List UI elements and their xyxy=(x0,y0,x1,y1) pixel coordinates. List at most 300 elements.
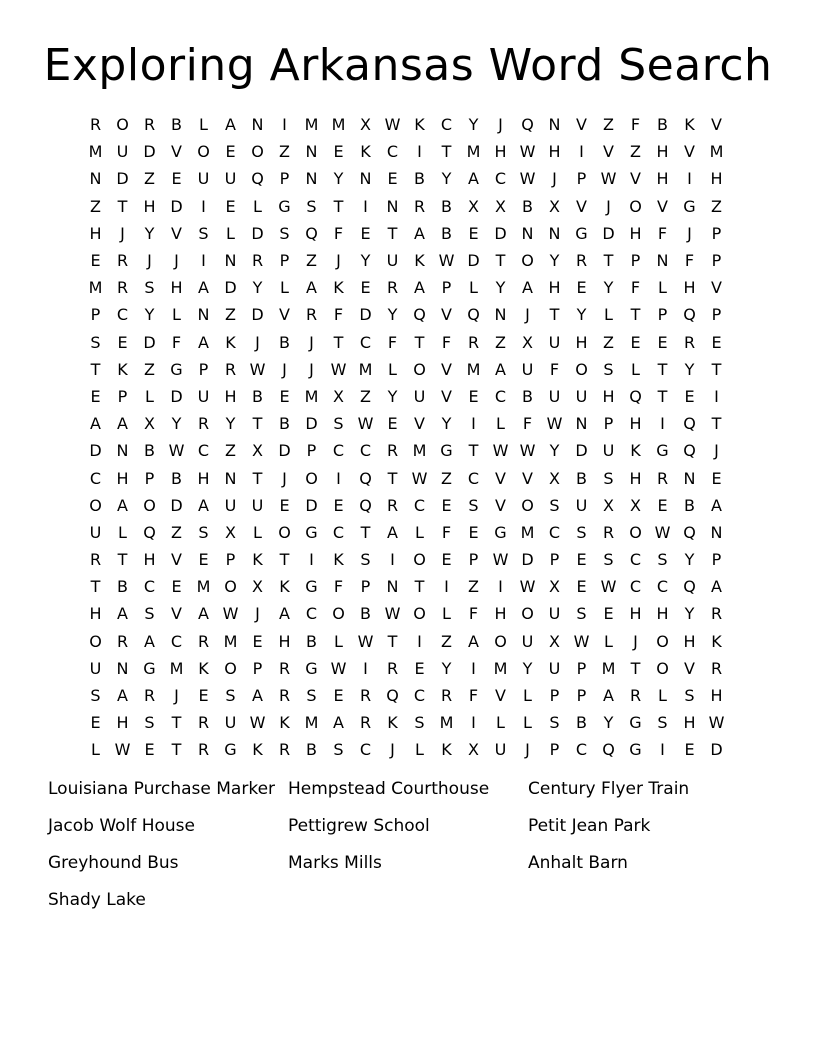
grid-letter: U xyxy=(197,386,210,406)
grid-letter: S xyxy=(333,740,344,760)
grid-letter: T xyxy=(333,196,344,216)
grid-letter: W xyxy=(168,441,185,461)
grid-letter: M xyxy=(358,359,373,379)
grid-letter: Z xyxy=(225,305,236,325)
grid-letter: C xyxy=(197,441,210,461)
grid-letter: P xyxy=(198,359,209,379)
grid-letter: A xyxy=(117,495,128,515)
grid-letter: O xyxy=(197,142,210,162)
grid-letter: J xyxy=(525,740,530,760)
grid-letter: D xyxy=(251,305,264,325)
grid-letter: R xyxy=(116,251,129,271)
grid-letter: S xyxy=(198,223,209,243)
grid-letter: D xyxy=(359,305,372,325)
grid-letter: Y xyxy=(441,414,452,434)
grid-letter: R xyxy=(278,686,291,706)
grid-letter: E xyxy=(576,577,587,597)
grid-letter: H xyxy=(116,468,129,488)
grid-letter: Y xyxy=(387,386,398,406)
grid-letter: N xyxy=(521,223,534,243)
grid-letter: M xyxy=(169,658,184,678)
grid-letter: I xyxy=(471,658,476,678)
grid-letter: N xyxy=(710,522,723,542)
grid-letter: D xyxy=(278,441,291,461)
grid-letter: S xyxy=(576,522,587,542)
grid-letter: A xyxy=(495,359,506,379)
grid-letter: W xyxy=(519,169,536,189)
grid-letter: F xyxy=(549,359,560,379)
word-list-item: Greyhound Bus xyxy=(48,853,179,873)
grid-letter: P xyxy=(576,658,587,678)
grid-letter: E xyxy=(90,386,101,406)
grid-letter: Z xyxy=(468,577,479,597)
grid-letter: P xyxy=(657,305,668,325)
word-list-item: Century Flyer Train xyxy=(528,779,690,799)
grid-letter: P xyxy=(603,414,614,434)
grid-letter: S xyxy=(225,686,236,706)
grid-letter: M xyxy=(520,522,535,542)
grid-letter: E xyxy=(90,713,101,733)
grid-letter: G xyxy=(629,713,642,733)
grid-letter: A xyxy=(279,604,290,624)
grid-row xyxy=(82,464,732,491)
grid-letter: X xyxy=(630,495,641,515)
grid-letter: H xyxy=(89,223,102,243)
grid-letter: E xyxy=(468,386,479,406)
grid-letter: Y xyxy=(441,169,452,189)
grid-letter: A xyxy=(198,332,209,352)
grid-letter: L xyxy=(253,522,262,542)
grid-letter: N xyxy=(548,115,561,135)
grid-row xyxy=(82,709,732,736)
grid-row xyxy=(82,437,732,464)
grid-letter: Z xyxy=(441,468,452,488)
grid-letter: H xyxy=(89,604,102,624)
grid-letter: C xyxy=(386,142,399,162)
grid-letter: Q xyxy=(413,305,426,325)
grid-letter: G xyxy=(305,658,318,678)
grid-letter: Z xyxy=(711,196,722,216)
grid-letter: A xyxy=(387,522,398,542)
grid-letter: S xyxy=(603,359,614,379)
grid-letter: R xyxy=(656,468,669,488)
grid-letter: K xyxy=(279,577,290,597)
grid-letter: H xyxy=(278,631,291,651)
grid-letter: V xyxy=(441,359,452,379)
grid-letter: J xyxy=(255,604,260,624)
grid-letter: P xyxy=(279,251,290,271)
grid-letter: S xyxy=(549,713,560,733)
grid-letter: P xyxy=(117,386,128,406)
grid-letter: D xyxy=(602,223,615,243)
grid-letter: R xyxy=(575,251,588,271)
grid-letter: D xyxy=(305,495,318,515)
grid-letter: A xyxy=(711,577,722,597)
grid-letter: R xyxy=(386,278,399,298)
grid-letter: H xyxy=(116,713,129,733)
grid-letter: W xyxy=(708,713,725,733)
grid-letter: T xyxy=(171,713,182,733)
grid-letter: A xyxy=(468,169,479,189)
grid-letter: Z xyxy=(144,169,155,189)
grid-letter: V xyxy=(171,604,182,624)
grid-letter: H xyxy=(683,631,696,651)
grid-letter: K xyxy=(252,740,263,760)
grid-letter: E xyxy=(468,223,479,243)
grid-letter: G xyxy=(440,441,453,461)
grid-row xyxy=(82,301,732,328)
grid-letter: X xyxy=(549,196,560,216)
grid-letter: V xyxy=(414,414,425,434)
grid-letter: B xyxy=(576,468,587,488)
grid-row xyxy=(82,274,732,301)
grid-letter: R xyxy=(467,332,480,352)
grid-letter: E xyxy=(630,332,641,352)
grid-letter: S xyxy=(198,522,209,542)
grid-letter: J xyxy=(498,115,503,135)
grid-letter: R xyxy=(386,495,399,515)
grid-letter: H xyxy=(548,142,561,162)
grid-letter: W xyxy=(249,713,266,733)
grid-letter: O xyxy=(332,604,345,624)
grid-letter: W xyxy=(384,604,401,624)
grid-letter: B xyxy=(171,115,182,135)
grid-letter: H xyxy=(656,604,669,624)
grid-letter: V xyxy=(576,196,587,216)
grid-letter: P xyxy=(576,686,587,706)
grid-letter: O xyxy=(575,359,588,379)
grid-letter: B xyxy=(117,577,128,597)
grid-letter: X xyxy=(333,386,344,406)
grid-letter: U xyxy=(575,386,588,406)
grid-letter: W xyxy=(492,550,509,570)
grid-letter: L xyxy=(91,740,100,760)
grid-letter: L xyxy=(415,522,424,542)
grid-letter: I xyxy=(714,386,719,406)
grid-letter: L xyxy=(604,631,613,651)
grid-letter: U xyxy=(548,386,561,406)
grid-row xyxy=(82,220,732,247)
grid-letter: T xyxy=(711,414,722,434)
grid-letter: Z xyxy=(360,386,371,406)
grid-letter: H xyxy=(683,713,696,733)
grid-letter: P xyxy=(711,550,722,570)
grid-letter: N xyxy=(197,305,210,325)
grid-letter: C xyxy=(413,495,426,515)
grid-letter: C xyxy=(440,115,453,135)
grid-letter: D xyxy=(143,332,156,352)
grid-letter: F xyxy=(630,278,641,298)
grid-letter: N xyxy=(548,223,561,243)
grid-letter: L xyxy=(118,522,127,542)
grid-letter: K xyxy=(279,713,290,733)
grid-letter: D xyxy=(143,142,156,162)
grid-letter: C xyxy=(359,332,372,352)
grid-letter: R xyxy=(224,359,237,379)
grid-letter: Q xyxy=(305,223,318,243)
grid-letter: I xyxy=(471,713,476,733)
grid-letter: T xyxy=(387,223,398,243)
grid-letter: E xyxy=(171,169,182,189)
grid-letter: Z xyxy=(441,631,452,651)
grid-letter: H xyxy=(710,169,723,189)
grid-letter: W xyxy=(114,740,131,760)
grid-letter: I xyxy=(417,631,422,651)
grid-letter: E xyxy=(711,332,722,352)
grid-letter: Q xyxy=(251,169,264,189)
grid-letter: N xyxy=(575,414,588,434)
grid-letter: J xyxy=(282,468,287,488)
grid-letter: R xyxy=(116,631,129,651)
grid-letter: X xyxy=(144,414,155,434)
grid-letter: A xyxy=(414,223,425,243)
grid-letter: U xyxy=(413,386,426,406)
grid-row xyxy=(82,546,732,573)
grid-letter: H xyxy=(629,468,642,488)
grid-letter: J xyxy=(633,631,638,651)
grid-letter: I xyxy=(687,169,692,189)
grid-letter: R xyxy=(116,278,129,298)
grid-letter: I xyxy=(201,251,206,271)
grid-letter: T xyxy=(171,740,182,760)
grid-letter: X xyxy=(468,196,479,216)
grid-letter: Q xyxy=(359,468,372,488)
grid-letter: R xyxy=(359,686,372,706)
grid-letter: T xyxy=(90,359,101,379)
grid-letter: Z xyxy=(630,142,641,162)
grid-letter: S xyxy=(684,686,695,706)
grid-letter: M xyxy=(196,577,211,597)
grid-letter: W xyxy=(249,359,266,379)
grid-letter: B xyxy=(657,115,668,135)
grid-letter: N xyxy=(305,142,318,162)
grid-letter: E xyxy=(387,169,398,189)
word-list-item: Petit Jean Park xyxy=(528,816,651,836)
grid-letter: R xyxy=(89,115,102,135)
grid-letter: P xyxy=(441,278,452,298)
grid-letter: I xyxy=(390,550,395,570)
grid-letter: U xyxy=(548,604,561,624)
grid-letter: D xyxy=(494,223,507,243)
grid-letter: B xyxy=(684,495,695,515)
grid-letter: T xyxy=(414,577,425,597)
grid-letter: C xyxy=(494,386,507,406)
grid-letter: X xyxy=(495,196,506,216)
grid-letter: F xyxy=(171,332,182,352)
grid-letter: T xyxy=(549,305,560,325)
grid-letter: A xyxy=(225,115,236,135)
grid-letter: L xyxy=(496,713,505,733)
grid-letter: B xyxy=(522,196,533,216)
grid-letter: W xyxy=(330,359,347,379)
grid-row xyxy=(82,600,732,627)
grid-letter: D xyxy=(251,223,264,243)
grid-letter: G xyxy=(575,223,588,243)
grid-letter: T xyxy=(630,305,641,325)
grid-letter: K xyxy=(684,115,695,135)
grid-letter: W xyxy=(357,414,374,434)
grid-letter: O xyxy=(629,196,642,216)
grid-letter: R xyxy=(278,740,291,760)
grid-letter: Q xyxy=(521,115,534,135)
grid-letter: A xyxy=(198,278,209,298)
grid-letter: S xyxy=(549,495,560,515)
grid-letter: R xyxy=(197,414,210,434)
grid-row xyxy=(82,111,732,138)
grid-letter: D xyxy=(467,251,480,271)
grid-letter: W xyxy=(222,604,239,624)
grid-letter: F xyxy=(441,332,452,352)
grid-letter: E xyxy=(117,332,128,352)
grid-letter: T xyxy=(414,332,425,352)
grid-letter: A xyxy=(522,278,533,298)
grid-letter: W xyxy=(519,441,536,461)
grid-letter: O xyxy=(656,658,669,678)
grid-letter: O xyxy=(413,550,426,570)
grid-letter: M xyxy=(88,278,103,298)
grid-letter: V xyxy=(630,169,641,189)
grid-letter: E xyxy=(711,468,722,488)
grid-letter: S xyxy=(144,604,155,624)
grid-letter: X xyxy=(603,495,614,515)
grid-letter: U xyxy=(224,495,237,515)
grid-letter: E xyxy=(441,495,452,515)
grid-letter: Y xyxy=(360,251,371,271)
grid-letter: V xyxy=(171,223,182,243)
grid-letter: W xyxy=(654,522,671,542)
grid-letter: A xyxy=(117,604,128,624)
grid-letter: W xyxy=(411,468,428,488)
grid-letter: W xyxy=(384,115,401,135)
grid-letter: O xyxy=(251,142,264,162)
grid-letter: V xyxy=(576,115,587,135)
grid-letter: R xyxy=(386,441,399,461)
grid-letter: N xyxy=(224,251,237,271)
grid-letter: A xyxy=(711,495,722,515)
grid-letter: W xyxy=(519,577,536,597)
grid-letter: Y xyxy=(603,713,614,733)
grid-letter: T xyxy=(387,468,398,488)
grid-letter: L xyxy=(145,386,154,406)
grid-letter: Z xyxy=(171,522,182,542)
grid-letter: R xyxy=(143,115,156,135)
grid-letter: B xyxy=(522,386,533,406)
grid-letter: K xyxy=(387,713,398,733)
grid-letter: X xyxy=(549,577,560,597)
grid-letter: C xyxy=(89,468,102,488)
grid-letter: U xyxy=(224,713,237,733)
grid-letter: R xyxy=(629,686,642,706)
grid-letter: E xyxy=(171,577,182,597)
grid-letter: T xyxy=(360,522,371,542)
grid-letter: G xyxy=(305,577,318,597)
grid-letter: E xyxy=(576,278,587,298)
grid-letter: O xyxy=(521,251,534,271)
grid-letter: V xyxy=(495,468,506,488)
grid-letter: K xyxy=(198,658,209,678)
grid-letter: U xyxy=(602,441,615,461)
grid-letter: F xyxy=(630,115,641,135)
grid-row xyxy=(82,628,732,655)
grid-letter: Q xyxy=(467,305,480,325)
grid-letter: I xyxy=(309,550,314,570)
grid-letter: Z xyxy=(279,142,290,162)
grid-letter: R xyxy=(197,713,210,733)
grid-letter: O xyxy=(413,359,426,379)
grid-letter: R xyxy=(710,604,723,624)
grid-row xyxy=(82,329,732,356)
grid-letter: T xyxy=(279,550,290,570)
grid-letter: K xyxy=(117,359,128,379)
grid-letter: Z xyxy=(603,332,614,352)
grid-letter: L xyxy=(631,359,640,379)
grid-letter: K xyxy=(441,740,452,760)
word-list xyxy=(48,777,788,912)
grid-letter: B xyxy=(414,169,425,189)
grid-letter: E xyxy=(252,631,263,651)
grid-letter: F xyxy=(441,522,452,542)
grid-letter: Y xyxy=(252,278,263,298)
grid-letter: D xyxy=(89,441,102,461)
grid-row xyxy=(82,165,732,192)
grid-letter: J xyxy=(309,359,314,379)
grid-letter: V xyxy=(441,305,452,325)
grid-letter: J xyxy=(714,441,719,461)
page-title: Exploring Arkansas Word Search xyxy=(43,40,773,91)
grid-letter: H xyxy=(143,550,156,570)
grid-letter: L xyxy=(523,713,532,733)
word-list-item: Pettigrew School xyxy=(288,816,430,836)
grid-letter: W xyxy=(357,631,374,651)
grid-letter: T xyxy=(441,142,452,162)
grid-letter: V xyxy=(522,468,533,488)
grid-letter: D xyxy=(305,414,318,434)
grid-letter: V xyxy=(684,658,695,678)
grid-row xyxy=(82,356,732,383)
grid-letter: S xyxy=(90,332,101,352)
grid-letter: J xyxy=(687,223,692,243)
grid-letter: L xyxy=(442,604,451,624)
grid-letter: E xyxy=(225,142,236,162)
grid-letter: G xyxy=(224,740,237,760)
grid-letter: R xyxy=(251,251,264,271)
grid-letter: T xyxy=(495,251,506,271)
grid-letter: C xyxy=(629,550,642,570)
word-list-item: Shady Lake xyxy=(48,890,146,910)
grid-letter: J xyxy=(552,169,557,189)
grid-letter: B xyxy=(441,196,452,216)
grid-letter: G xyxy=(170,359,183,379)
grid-letter: Y xyxy=(387,305,398,325)
grid-letter: H xyxy=(575,332,588,352)
grid-letter: A xyxy=(306,278,317,298)
grid-letter: Y xyxy=(684,604,695,624)
grid-letter: T xyxy=(468,441,479,461)
grid-letter: M xyxy=(223,631,238,651)
grid-letter: P xyxy=(360,577,371,597)
grid-letter: R xyxy=(359,713,372,733)
grid-letter: D xyxy=(170,495,183,515)
grid-letter: L xyxy=(226,223,235,243)
grid-letter: H xyxy=(710,686,723,706)
grid-letter: T xyxy=(603,251,614,271)
grid-letter: Y xyxy=(171,414,182,434)
grid-letter: B xyxy=(576,713,587,733)
grid-letter: V xyxy=(495,495,506,515)
grid-letter: M xyxy=(466,142,481,162)
grid-letter: T xyxy=(333,332,344,352)
grid-letter: H xyxy=(602,386,615,406)
